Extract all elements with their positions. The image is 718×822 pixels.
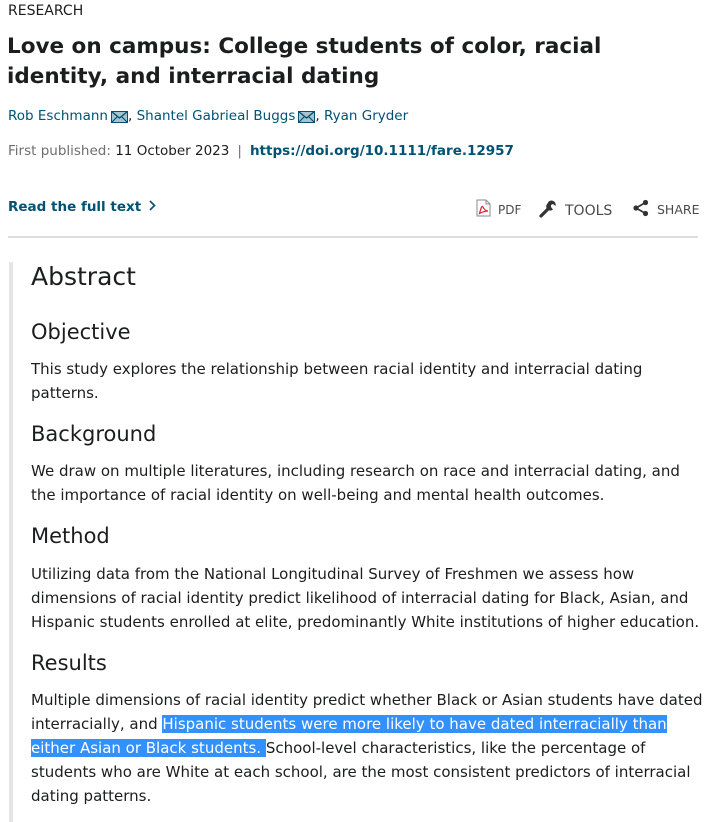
chevron-right-icon xyxy=(149,199,156,215)
results-text-start: Multiple dimensions of racial identity predict whether Black or Asian students have dated interracially, and xyxy=(31,691,703,733)
article-toolbar xyxy=(476,199,698,221)
abstract-heading: Abstract xyxy=(31,262,136,291)
tools-label: TOOLS xyxy=(565,203,613,219)
read-full-text-link[interactable] xyxy=(8,199,156,215)
share-label: SHARE xyxy=(657,202,700,217)
results-text-end: School-level characteristics, like the percentage of students who are White at each school, are the most consistent predictors of interracial dating patterns. xyxy=(31,739,691,805)
header-divider xyxy=(8,236,698,238)
selected-text-highlight[interactable]: Hispanic students were more likely to have dated interracially than either Asian or Black students. xyxy=(31,715,667,757)
background-text: We draw on multiple literatures, including research on race and interracial dating, and the importance of racial identity on well-being and mental health outcomes. xyxy=(31,462,680,504)
author-list xyxy=(8,108,408,127)
share-icon xyxy=(632,199,657,220)
background-heading: Background xyxy=(31,422,157,446)
envelope-icon[interactable] xyxy=(111,111,128,127)
wrench-icon xyxy=(538,199,565,223)
publication-info xyxy=(8,143,514,159)
first-published-label: First published: xyxy=(8,143,111,159)
results-heading: Results xyxy=(31,651,107,675)
tools-button[interactable] xyxy=(538,199,612,223)
objective-text: This study explores the relationship between racial identity and interracial dating patterns. xyxy=(31,360,643,402)
author-link-gryder[interactable]: Ryan Gryder xyxy=(323,108,409,124)
pipe-separator: | xyxy=(237,143,242,159)
pdf-button[interactable] xyxy=(476,199,521,220)
method-heading: Method xyxy=(31,524,110,548)
author-separator: , xyxy=(315,108,320,124)
article-type: RESEARCH xyxy=(8,3,84,19)
first-published-date: 11 October 2023 xyxy=(115,143,230,159)
results-text xyxy=(31,688,703,808)
share-button[interactable] xyxy=(632,199,699,220)
pdf-label: PDF xyxy=(498,202,522,217)
objective-heading: Objective xyxy=(31,320,131,344)
doi-link[interactable]: https://doi.org/10.1111/fare.12957 xyxy=(249,143,514,159)
envelope-icon[interactable] xyxy=(298,111,315,127)
author-link-buggs[interactable]: Shantel Gabrieal Buggs xyxy=(136,108,296,124)
abstract-section xyxy=(9,262,702,822)
author-link-eschmann[interactable]: Rob Eschmann xyxy=(8,108,108,124)
article-title: Love on campus: College students of color, racial identity, and interracial dating xyxy=(7,34,602,89)
pdf-file-icon xyxy=(476,199,498,220)
method-text: Utilizing data from the National Longitudinal Survey of Freshmen we assess how dimensions of racial identity predict likelihood of interracial dating for Black, Asian, and Hispanic students enrolled at elite, predominantly White institutions of higher education. xyxy=(31,565,700,631)
read-full-text-label: Read the full text xyxy=(8,199,142,215)
author-separator: , xyxy=(127,108,133,124)
